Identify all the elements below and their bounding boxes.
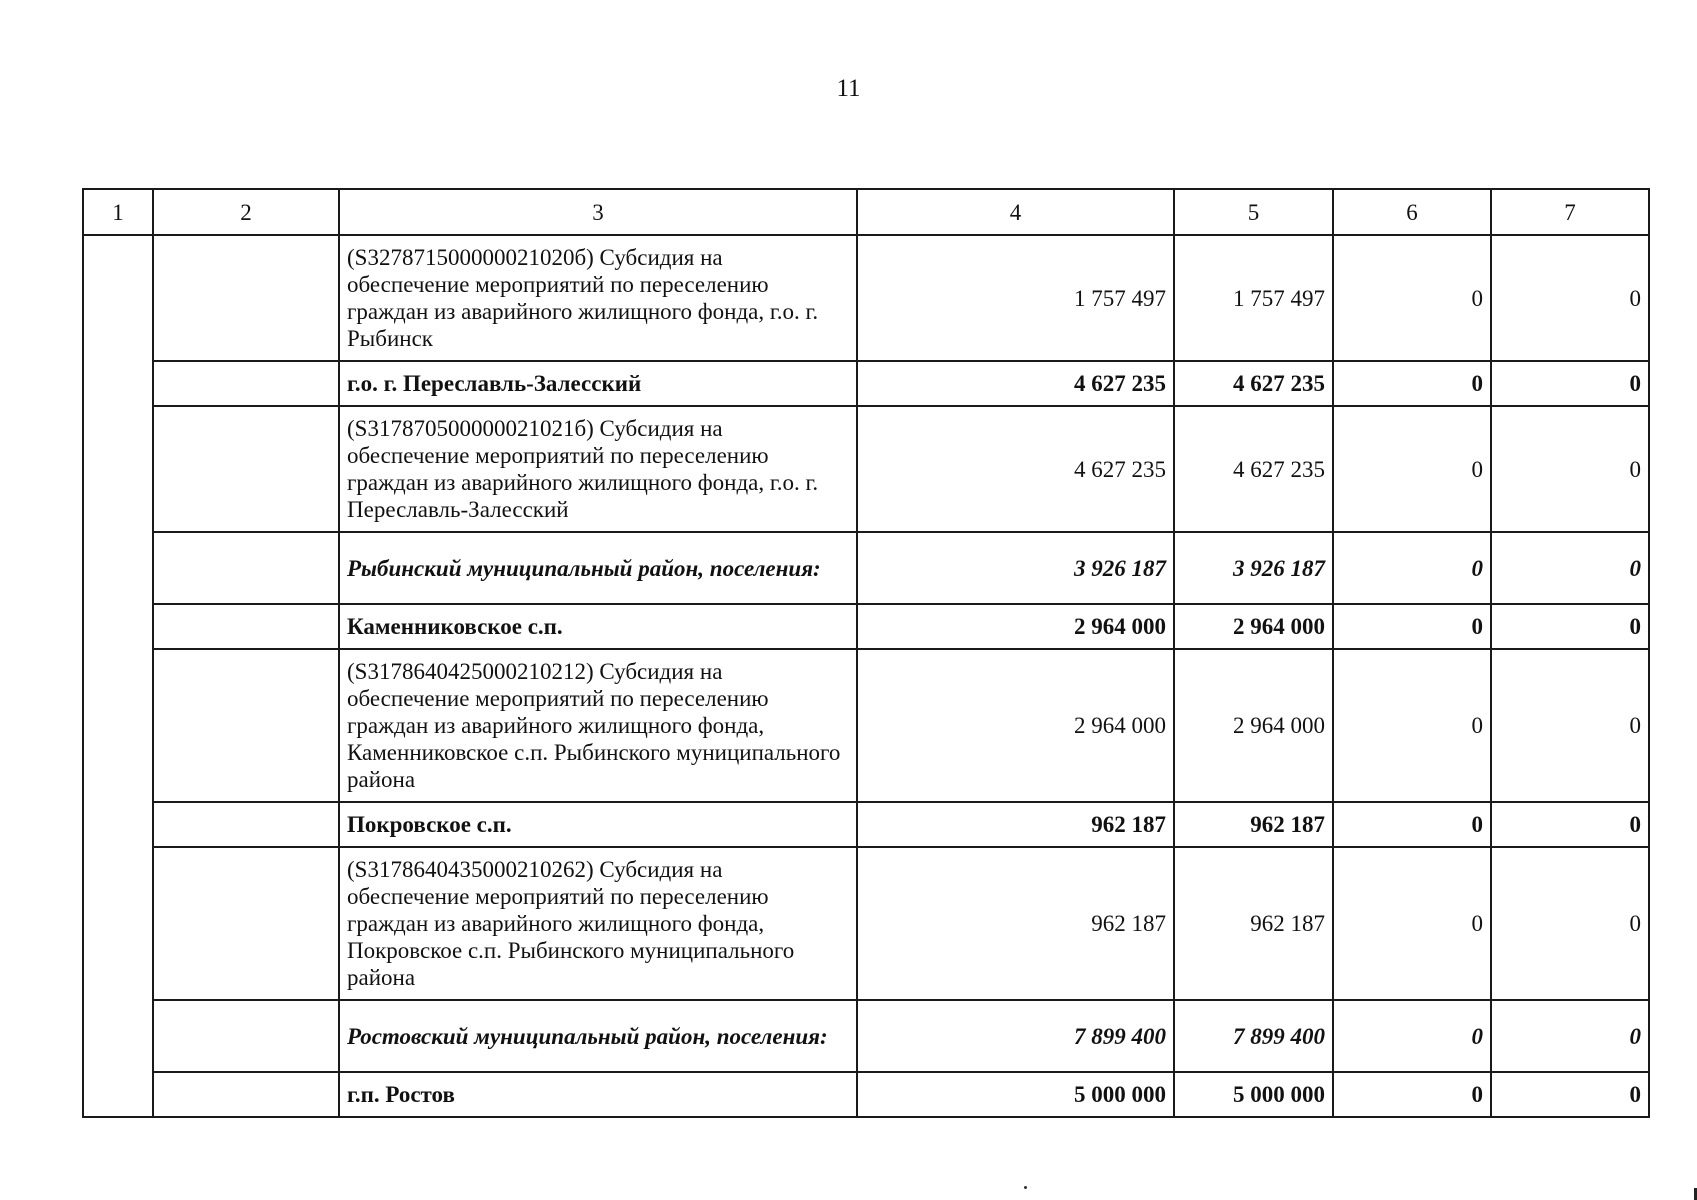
- cell-col7: 0: [1491, 235, 1649, 361]
- cell-description: Покровское с.п.: [339, 802, 857, 847]
- cell-description: Каменниковское с.п.: [339, 604, 857, 649]
- cell-col4: 1 757 497: [857, 235, 1174, 361]
- cell-col4: 2 964 000: [857, 649, 1174, 802]
- cell-col5: 4 627 235: [1174, 406, 1333, 532]
- cell-col4: 7 899 400: [857, 1000, 1174, 1072]
- cell-description: (S327871500000021020б) Субсидия на обеспечение мероприятий по переселению граждан из аварийного жилищного фонда, г.о. г. Рыбинск: [339, 235, 857, 361]
- cell-col7: 0: [1491, 847, 1649, 1000]
- table-row: [83, 802, 1649, 847]
- cell-description: (S317870500000021021б) Субсидия на обеспечение мероприятий по переселению граждан из аварийного жилищного фонда, г.о. г. Переславль-Залесский: [339, 406, 857, 532]
- cell-col4: 3 926 187: [857, 532, 1174, 604]
- cell-col7: 0: [1491, 406, 1649, 532]
- cell-col4: 4 627 235: [857, 406, 1174, 532]
- cell-description: (S3178640425000210212) Субсидия на обеспечение мероприятий по переселению граждан из аварийного жилищного фонда, Каменниковское с.п. Рыбинского муниципального района: [339, 649, 857, 802]
- cell-col7: 0: [1491, 1000, 1649, 1072]
- table-row: [83, 406, 1649, 532]
- budget-table: [82, 188, 1650, 1118]
- cell-col2: [153, 847, 339, 1000]
- cell-col6: 0: [1333, 361, 1491, 406]
- header-cell-7: 7: [1491, 189, 1649, 235]
- cell-col6: 0: [1333, 802, 1491, 847]
- cell-col6: 0: [1333, 1072, 1491, 1117]
- cell-col2: [153, 802, 339, 847]
- cell-col6: 0: [1333, 532, 1491, 604]
- table-row: [83, 604, 1649, 649]
- cell-col2: [153, 604, 339, 649]
- table-row: [83, 1000, 1649, 1072]
- scan-speck: [1024, 1186, 1027, 1189]
- cell-col2: [153, 649, 339, 802]
- cell-col7: 0: [1491, 532, 1649, 604]
- cell-description: Ростовский муниципальный район, поселения:: [339, 1000, 857, 1072]
- cell-col5: 7 899 400: [1174, 1000, 1333, 1072]
- cell-col5: 962 187: [1174, 847, 1333, 1000]
- cell-description: г.о. г. Переславль-Залесский: [339, 361, 857, 406]
- table-row: [83, 649, 1649, 802]
- cell-col4: 2 964 000: [857, 604, 1174, 649]
- cell-col4: 5 000 000: [857, 1072, 1174, 1117]
- cell-description: (S3178640435000210262) Субсидия на обеспечение мероприятий по переселению граждан из аварийного жилищного фонда, Покровское с.п. Рыбинского муниципального района: [339, 847, 857, 1000]
- cell-description: Рыбинский муниципальный район, поселения:: [339, 532, 857, 604]
- table-row: [83, 847, 1649, 1000]
- cell-col7: 0: [1491, 802, 1649, 847]
- cell-col7: 0: [1491, 649, 1649, 802]
- cell-col2: [153, 235, 339, 361]
- cell-col4: 962 187: [857, 847, 1174, 1000]
- table-row: [83, 1072, 1649, 1117]
- header-cell-3: 3: [339, 189, 857, 235]
- table-header-row: [83, 189, 1649, 235]
- table-row: [83, 532, 1649, 604]
- cell-description: г.п. Ростов: [339, 1072, 857, 1117]
- header-cell-1: 1: [83, 189, 153, 235]
- cell-col2: [153, 406, 339, 532]
- cell-col2: [153, 361, 339, 406]
- page-number: 11: [836, 75, 861, 102]
- cell-col5: 3 926 187: [1174, 532, 1333, 604]
- cell-col6: 0: [1333, 406, 1491, 532]
- cell-col2: [153, 532, 339, 604]
- cell-col1: [83, 235, 153, 1117]
- cell-col4: 4 627 235: [857, 361, 1174, 406]
- cell-col5: 2 964 000: [1174, 649, 1333, 802]
- cell-col6: 0: [1333, 235, 1491, 361]
- table-row: [83, 361, 1649, 406]
- header-cell-5: 5: [1174, 189, 1333, 235]
- cell-col5: 962 187: [1174, 802, 1333, 847]
- table-body: [83, 189, 1649, 1117]
- header-cell-2: 2: [153, 189, 339, 235]
- cell-col6: 0: [1333, 847, 1491, 1000]
- cell-col7: 0: [1491, 1072, 1649, 1117]
- table-row: [83, 235, 1649, 361]
- cell-col5: 4 627 235: [1174, 361, 1333, 406]
- cell-col7: 0: [1491, 604, 1649, 649]
- cell-col6: 0: [1333, 604, 1491, 649]
- cell-col5: 2 964 000: [1174, 604, 1333, 649]
- cell-col5: 5 000 000: [1174, 1072, 1333, 1117]
- header-cell-6: 6: [1333, 189, 1491, 235]
- cell-col6: 0: [1333, 649, 1491, 802]
- cell-col2: [153, 1072, 339, 1117]
- cell-col5: 1 757 497: [1174, 235, 1333, 361]
- cell-col7: 0: [1491, 361, 1649, 406]
- header-cell-4: 4: [857, 189, 1174, 235]
- cell-col2: [153, 1000, 339, 1072]
- cell-col6: 0: [1333, 1000, 1491, 1072]
- cell-col4: 962 187: [857, 802, 1174, 847]
